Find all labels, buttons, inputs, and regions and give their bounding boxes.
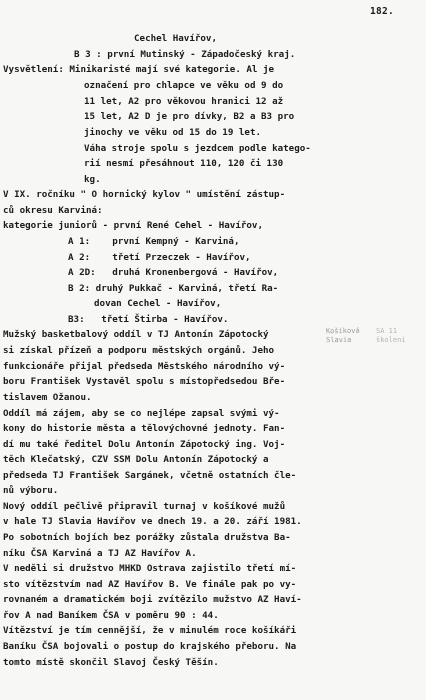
text-line: kg.: [84, 174, 101, 185]
text-line: Baníku ČSA bojovali o postup do krajského přeboru. Na: [3, 641, 297, 652]
text-line: boru František Vystavěl spolu s místopředsedou Bře-: [3, 376, 286, 387]
margin-note: SA 11 školení: [376, 327, 406, 344]
text-line: Vítězství je tím cennější, že v minulém roce košíkáři: [3, 625, 297, 636]
text-line: B 3 : první Mutinský - Západočeský kraj.: [74, 49, 296, 60]
text-line: kategorie juniorů - první René Cehel - Havířov,: [3, 220, 263, 231]
text-line: tomto místě skončil Slavoj Český Těšín.: [3, 657, 219, 668]
text-line: V neděli si družstvo MHKD Ostrava zajistilo třetí mí-: [3, 563, 297, 574]
text-line: funkcionáře přijal předseda Městského národního vý-: [3, 361, 286, 372]
text-line: těch Klečatský, CZV SSM Dolu Antonín Zápotocký a: [3, 454, 269, 465]
text-line: V IX. ročníku " O hornický kylov " umístění zástup-: [3, 189, 286, 200]
text-line: dovan Cechel - Havířov,: [94, 298, 222, 309]
margin-stamp: Košíková Slavia: [325, 326, 360, 345]
text-line: rií nesmí přesáhnout 110, 120 či 130: [84, 158, 284, 169]
text-line: Oddíl má zájem, aby se co nejlépe zapsal svými vý-: [3, 408, 280, 419]
text-line: Vysvětlení: Minikaristé mají své kategorie. Al je: [3, 64, 275, 75]
text-line: jinochy ve věku od 15 do 19 let.: [84, 127, 262, 138]
text-line: 11 let, A2 pro věkovou hranici 12 až: [84, 96, 284, 107]
text-line: předseda TJ František Sargánek, včetně ostatních čle-: [3, 470, 297, 481]
text-line: rovnaném a dramatickém boji zvítězilo mužstvo AZ Haví-: [3, 594, 302, 605]
text-line: kony do historie města a tělovýchovné jednoty. Fan-: [3, 423, 286, 434]
text-line: A 2D: druhá Kronenbergová - Havířov,: [68, 267, 279, 278]
text-line: označení pro chlapce ve věku od 9 do: [84, 80, 284, 91]
text-line: A 1: první Kempný - Karviná,: [68, 236, 240, 247]
text-line: A 2: třetí Przeczek - Havířov,: [68, 252, 251, 263]
text-line: 15 let, A2 D je pro dívky, B2 a B3 pro: [84, 111, 295, 122]
text-line: nů výboru.: [3, 485, 59, 496]
text-line: řov A nad Baníkem ČSA v poměru 90 : 44.: [3, 610, 219, 621]
text-line: tislavem Ožanou.: [3, 392, 92, 403]
text-line: Váha stroje spolu s jezdcem podle katego-: [84, 143, 311, 154]
text-line: B 2: druhý Pukkač - Karviná, třetí Ra-: [68, 283, 279, 294]
text-line: dí mu také ředitel Dolu Antonín Zápotocký ing. Voj-: [3, 439, 286, 450]
page-number: 182.: [370, 6, 395, 17]
text-line: Nový oddíl pečlivě připravil turnaj v košíkové mužů: [3, 501, 286, 512]
text-line: v hale TJ Slavia Havířov ve dnech 19. a 20. září 1981.: [3, 516, 302, 527]
text-line: níku ČSA Karviná a TJ AZ Havířov A.: [3, 548, 197, 559]
text-line: Mužský basketbalový oddíl v TJ Antonín Zápotocký: [3, 329, 269, 340]
text-line: si získal přízeň a podporu městských orgánů. Jeho: [3, 345, 275, 356]
text-line: sto vítězstvím nad AZ Havířov B. Ve finále pak po vy-: [3, 579, 297, 590]
text-line: Cechel Havířov,: [134, 33, 217, 44]
text-line: ců okresu Karviná:: [3, 205, 103, 216]
text-line: B3: třetí Štirba - Havířov.: [68, 314, 229, 325]
text-line: Po sobotních bojích bez porážky zůstala družstva Ba-: [3, 532, 291, 543]
